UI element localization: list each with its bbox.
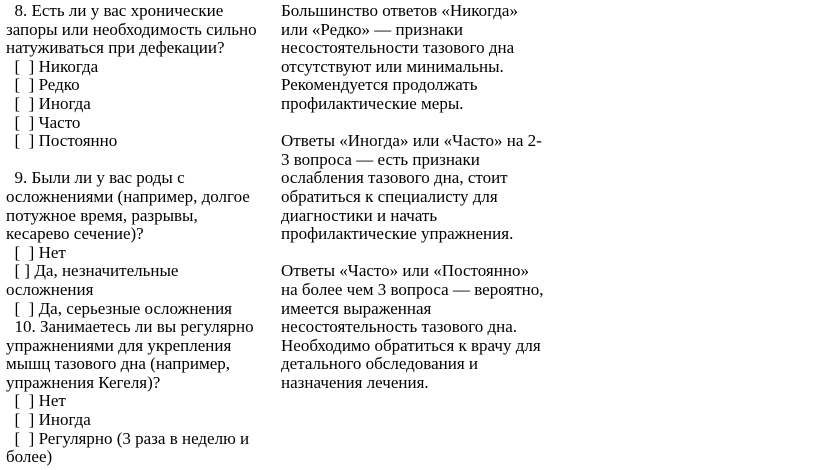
answer-option-never[interactable]: [ ] Никогда [6, 56, 99, 76]
result-text-line: Большинство ответов «Никогда» [281, 1, 518, 20]
result-text-line: несостоятельности тазового дна [281, 38, 515, 58]
result-text-line: несостоятельность тазового дна. [281, 317, 518, 337]
results-interpretation-column [281, 2, 551, 392]
result-text-line: ослабления тазового дна, стоит [281, 168, 508, 188]
answer-option-minor-complications-cont: осложнения [6, 279, 94, 299]
answer-option-regularly[interactable]: [ ] Регулярно (3 раза в неделю и [6, 428, 250, 448]
answer-option-rarely[interactable]: [ ] Редко [6, 75, 80, 95]
question-10-text-line: упражнения Кегеля)? [6, 372, 161, 392]
answer-option-sometimes[interactable]: [ ] Иногда [6, 93, 91, 113]
answer-option-sometimes[interactable]: [ ] Иногда [6, 410, 91, 430]
result-text-line: обратиться к специалисту для [281, 186, 498, 206]
result-block-severe [281, 262, 551, 392]
result-text-line: на более чем 3 вопроса — вероятно, [281, 279, 544, 299]
question-9-text-line: кесарево сечение)? [6, 224, 144, 244]
answer-option-no[interactable]: [ ] Нет [6, 242, 66, 262]
question-9 [6, 169, 268, 318]
answer-option-serious-complications[interactable]: [ ] Да, серьезные осложнения [6, 298, 232, 318]
result-text-line: или «Редко» — признаки [281, 19, 463, 39]
question-9-text-line: осложнениями (например, долгое [6, 186, 250, 206]
question-10-text-line: упражнениями для укрепления [6, 335, 232, 355]
spacer [281, 244, 551, 263]
result-text-line: профилактические упражнения. [281, 224, 514, 244]
result-text-line: 3 вопроса — есть признаки [281, 149, 480, 169]
question-8 [6, 2, 268, 151]
question-10-text-line: 10. Занимаетесь ли вы регулярно [6, 317, 254, 337]
result-text-line: назначения лечения. [281, 372, 429, 392]
result-text-line: профилактические меры. [281, 93, 464, 113]
question-10 [6, 318, 268, 467]
answer-option-no[interactable]: [ ] Нет [6, 391, 66, 411]
result-text-line: диагностики и начать [281, 205, 438, 225]
result-text-line: Ответы «Часто» или «Постоянно» [281, 261, 529, 281]
questionnaire-column [6, 2, 268, 467]
result-text-line: Ответы «Иногда» или «Часто» на 2- [281, 131, 542, 151]
answer-option-minor-complications[interactable]: [ ] Да, незначительные [6, 261, 179, 281]
spacer [281, 114, 551, 133]
question-8-text-line: запоры или необходимость сильно [6, 19, 257, 39]
result-block-weakening [281, 132, 551, 244]
result-text-line: имеется выраженная [281, 298, 432, 318]
answer-option-always[interactable]: [ ] Постоянно [6, 131, 118, 151]
spacer [6, 151, 268, 170]
question-9-text-line: потужное время, разрывы, [6, 205, 198, 225]
answer-option-often[interactable]: [ ] Часто [6, 112, 81, 132]
result-text-line: детального обследования и [281, 354, 479, 374]
question-8-text-line: 8. Есть ли у вас хронические [6, 1, 224, 20]
question-9-text-line: 9. Были ли у вас роды с [6, 168, 185, 188]
result-block-minimal [281, 2, 551, 114]
question-8-text-line: натуживаться при дефекации? [6, 38, 225, 58]
result-text-line: отсутствуют или минимальны. [281, 56, 504, 76]
result-text-line: Необходимо обратиться к врачу для [281, 335, 541, 355]
question-10-text-line: мышц тазового дна (например, [6, 354, 230, 374]
answer-option-regularly-cont: более) [6, 447, 53, 467]
result-text-line: Рекомендуется продолжать [281, 75, 478, 95]
